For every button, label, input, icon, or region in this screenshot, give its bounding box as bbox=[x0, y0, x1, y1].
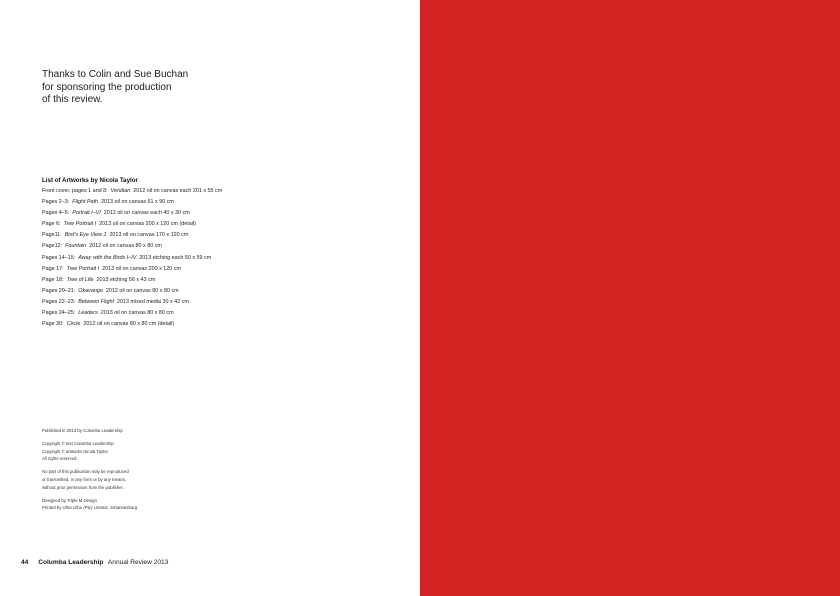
artwork-pages: Page11: bbox=[42, 232, 62, 239]
artwork-item bbox=[42, 308, 372, 319]
artwork-title: Fountain bbox=[65, 243, 87, 250]
artwork-details: 2012 oil on canvas each 201 x 55 cm bbox=[133, 188, 223, 194]
artwork-title: Tree Portrait I bbox=[66, 265, 100, 272]
artwork-title: Between Flight bbox=[78, 298, 114, 305]
artwork-details: 2013 mixed media 30 x 42 cm bbox=[116, 298, 189, 305]
artwork-details: 2012 oil on canvas 80 x 80 cm bbox=[105, 287, 179, 294]
colophon-line: without prior permission from the publisher. bbox=[42, 484, 124, 490]
artwork-list-title: List of Artworks by Nicola Taylor bbox=[42, 177, 138, 184]
artwork-title: Portrait I–VI bbox=[72, 210, 101, 217]
colophon-line: Printed by Ultra Litho (Pty) Limited, Johannesburg bbox=[42, 505, 138, 511]
artwork-pages: Pages 2–3: bbox=[42, 199, 70, 206]
colophon-line: or transmitted, in any form or by any means, bbox=[42, 476, 127, 482]
artwork-pages: Pages 24–25: bbox=[42, 310, 76, 317]
artwork-item bbox=[42, 275, 372, 286]
colophon-line: No part of this publication may be reproduced bbox=[42, 469, 129, 475]
artwork-details: 2012 oil on canvas each 40 x 30 cm bbox=[103, 210, 190, 217]
artwork-item bbox=[42, 230, 372, 241]
page-footer bbox=[21, 559, 168, 566]
artwork-pages: Pages 20–21: bbox=[42, 287, 76, 294]
artwork-pages: Page 6: bbox=[42, 221, 61, 228]
artwork-pages: Pages 14–15: bbox=[42, 254, 76, 261]
artwork-details: 2013 oil on canvas 200 x 120 cm (detail) bbox=[99, 221, 196, 228]
colophon bbox=[42, 427, 242, 517]
colophon-group bbox=[42, 440, 242, 463]
artwork-pages: Page 17: bbox=[42, 265, 64, 272]
colophon-group bbox=[42, 427, 242, 435]
artwork-item bbox=[42, 186, 372, 197]
artwork-title: Okavango bbox=[78, 287, 103, 294]
colophon-line: All rights reserved. bbox=[42, 456, 78, 462]
thanks-line: Thanks to Colin and Sue Buchan bbox=[42, 69, 189, 80]
red-panel bbox=[420, 0, 840, 596]
artwork-details: 2013 oil on canvas 200 x 120 cm bbox=[102, 265, 181, 272]
artwork-title: Away with the Birds I–IV bbox=[78, 254, 137, 261]
colophon-line: Copyright © text Columba Leadership bbox=[42, 440, 114, 446]
artwork-item bbox=[42, 297, 372, 308]
colophon-group bbox=[42, 468, 242, 491]
colophon-line: Designed by Triple M Design bbox=[42, 497, 97, 503]
artwork-details: 2013 oil on canvas 61 x 90 cm bbox=[101, 199, 174, 206]
colophon-line: Copyright © artworks Nicola Taylor bbox=[42, 448, 108, 454]
thanks-line: for sponsoring the production bbox=[42, 81, 172, 93]
colophon-line: Published in 2013 by Columba Leadership bbox=[42, 428, 123, 433]
artwork-item bbox=[42, 319, 372, 330]
artwork-details: 2012 oil on canvas 80 x 80 cm (detail) bbox=[83, 321, 175, 328]
artwork-item bbox=[42, 241, 372, 252]
artwork-pages: Page12: bbox=[42, 243, 63, 250]
artwork-details: 2013 oil on canvas 170 x 120 cm bbox=[109, 232, 189, 239]
artwork-item bbox=[42, 219, 372, 230]
artwork-pages: Pages 4–5: bbox=[42, 210, 70, 217]
artwork-details: 2013 oil on canvas 80 x 80 cm bbox=[100, 310, 174, 317]
thanks-line: of this review. bbox=[42, 94, 103, 105]
artwork-item bbox=[42, 264, 372, 275]
artwork-pages: Pages 22–23: bbox=[42, 298, 76, 305]
thanks-note bbox=[42, 69, 262, 107]
artwork-list bbox=[42, 175, 372, 330]
artwork-details: 2012 oil on canvas 80 x 80 cm bbox=[89, 243, 162, 250]
artwork-title: Flight Path bbox=[72, 199, 99, 206]
artwork-pages: Page 18: bbox=[42, 276, 64, 283]
artwork-details: 2013 etching 56 x 43 cm bbox=[96, 276, 156, 283]
artwork-pages: Front cover, pages 1 and 8: bbox=[42, 188, 108, 194]
artwork-title: Tree of Life bbox=[66, 276, 94, 283]
artwork-title: Circle bbox=[66, 321, 81, 328]
artwork-title: Tree Portrait I bbox=[63, 221, 97, 228]
artwork-title: Leaders bbox=[78, 310, 98, 317]
colophon-group bbox=[42, 497, 242, 513]
artwork-item bbox=[42, 253, 372, 264]
artwork-details: 2013 etching each 50 x 59 cm bbox=[139, 254, 212, 261]
artwork-lines bbox=[42, 186, 372, 330]
artwork-item bbox=[42, 197, 372, 208]
page-number: 44 bbox=[21, 559, 29, 566]
artwork-title: Bird’s Eye View 1 bbox=[64, 232, 107, 239]
artwork-item bbox=[42, 286, 372, 297]
artwork-title: Veridian bbox=[110, 188, 131, 194]
artwork-pages: Page 30: bbox=[42, 321, 64, 328]
artwork-item bbox=[42, 208, 372, 219]
footer-publication: Annual Review 2013 bbox=[107, 559, 169, 566]
footer-org: Columba Leadership bbox=[38, 559, 104, 566]
